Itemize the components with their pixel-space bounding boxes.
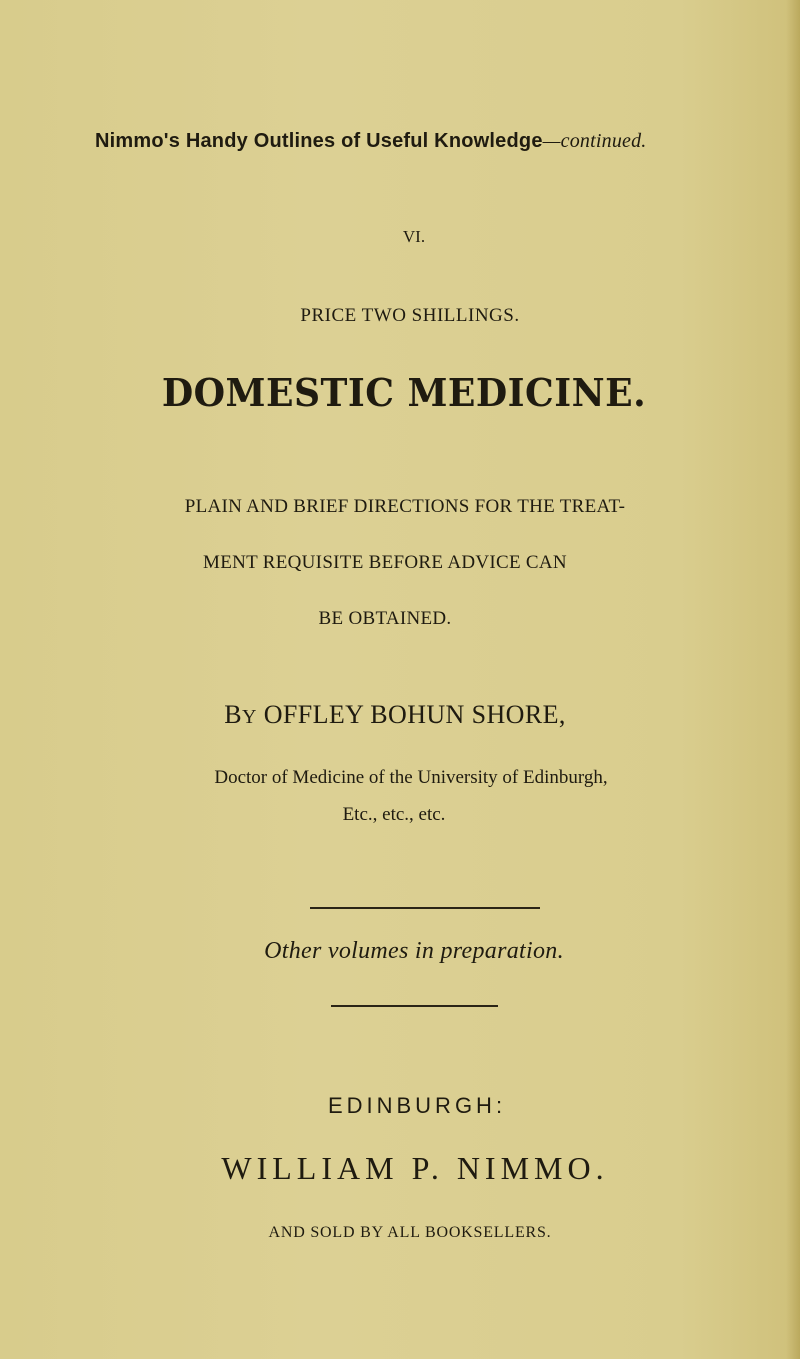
description-line-2: MENT REQUISITE BEFORE ADVICE CAN <box>203 552 567 573</box>
divider-rule-bottom <box>331 1005 498 1007</box>
running-head <box>95 130 647 153</box>
book-title: DOMESTIC MEDICINE. <box>161 370 647 415</box>
imprint-publisher: WILLIAM P. NIMMO. <box>221 1150 609 1186</box>
description-line-3: BE OBTAINED. <box>318 608 452 629</box>
author-credentials-line-1: Doctor of Medicine of the University of Edinburgh, <box>214 767 608 788</box>
author-line <box>0 700 795 730</box>
running-head-title: Nimmo's Handy Outlines of Useful Knowledge <box>95 130 543 152</box>
volume-number: VI. <box>402 227 426 246</box>
description-line-1: PLAIN AND BRIEF DIRECTIONS FOR THE TREAT- <box>184 496 626 517</box>
price-line: PRICE TWO SHILLINGS. <box>300 305 520 326</box>
divider-rule-top <box>310 907 540 909</box>
running-head-continued: —continued. <box>542 130 647 152</box>
author-by-initial: B <box>224 700 242 729</box>
author-by-rest: Y <box>241 706 257 728</box>
author-name: OFFLEY BOHUN SHORE, <box>263 700 566 729</box>
imprint-city: EDINBURGH: <box>327 1093 507 1118</box>
preparation-note: Other volumes in preparation. <box>264 938 564 964</box>
imprint-sold-by: AND SOLD BY ALL BOOKSELLERS. <box>268 1224 552 1241</box>
author-credentials-line-2: Etc., etc., etc. <box>342 804 446 825</box>
